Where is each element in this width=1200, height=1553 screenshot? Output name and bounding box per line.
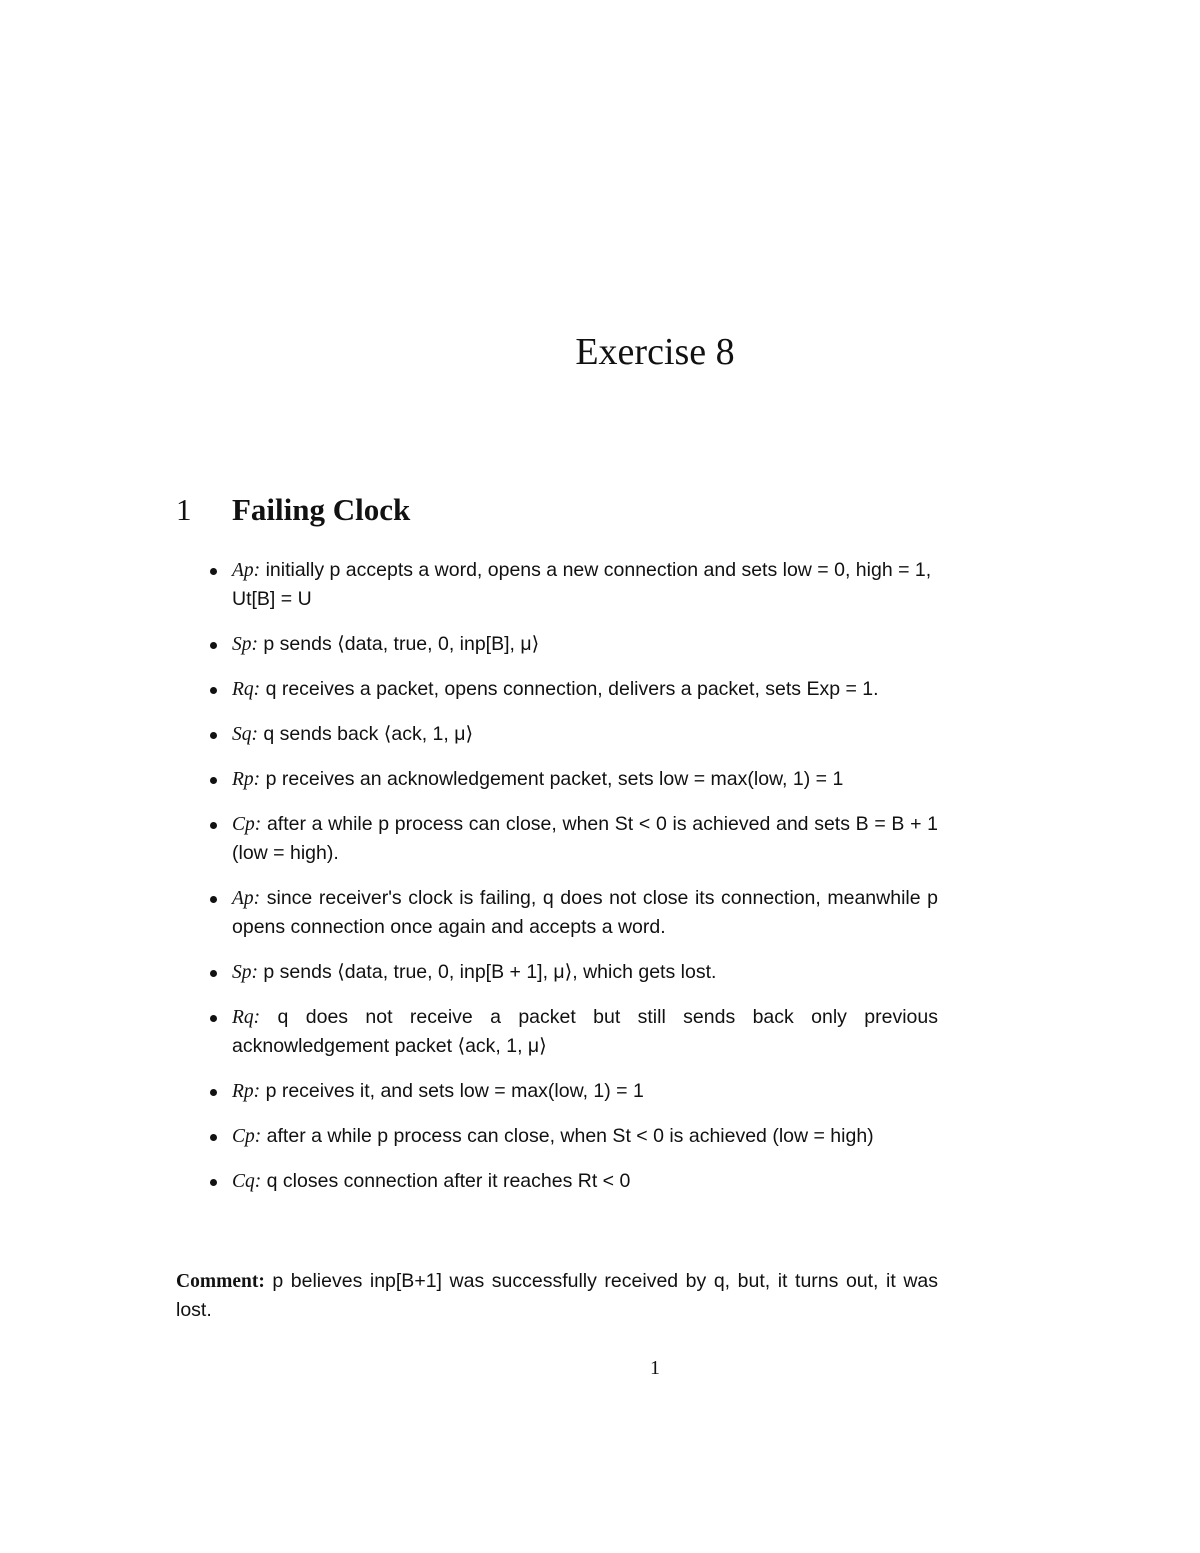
step-text: q receives a packet, opens connection, delivers a packet, sets Exp = 1.: [265, 678, 879, 700]
comment-label: Comment:: [176, 1271, 265, 1292]
list-item: [176, 720, 938, 749]
step-text: p receives it, and sets low = max(low, 1) = 1: [265, 1080, 644, 1102]
step-text: after a while p process can close, when St < 0 is achieved and sets B = B + 1 (low = high).: [232, 813, 938, 864]
step-text: initially p accepts a word, opens a new connection and sets low = 0, high = 1, Ut[B] = U: [232, 559, 932, 610]
page-title: Exercise 8: [575, 331, 735, 373]
step-text: p receives an acknowledgement packet, sets low = max(low, 1) = 1: [265, 768, 844, 790]
list-item: [176, 1167, 938, 1196]
list-item: [176, 630, 938, 659]
step-list: [176, 556, 938, 1212]
step-text: p sends ⟨data, true, 0, inp[B + 1], μ⟩, which gets lost.: [263, 961, 717, 983]
list-item: [176, 1077, 938, 1106]
comment-text: p believes inp[B+1] was successfully received by q, but, it turns out, it was lost.: [176, 1270, 938, 1321]
step-tag: Rp:: [232, 1081, 261, 1102]
comment-paragraph: [176, 1267, 938, 1325]
step-text: q closes connection after it reaches Rt < 0: [266, 1170, 631, 1192]
step-tag: Rp:: [232, 769, 261, 790]
list-item: [176, 810, 938, 868]
section-heading: [176, 492, 410, 528]
section-number: 1: [176, 492, 192, 527]
step-tag: Sp:: [232, 634, 258, 655]
step-text: q sends back ⟨ack, 1, μ⟩: [263, 723, 474, 745]
list-item: [176, 675, 938, 704]
step-text: since receiver's clock is failing, q does not close its connection, meanwhile p opens connection once again and accepts a word.: [232, 887, 939, 938]
list-item: [176, 1003, 938, 1061]
step-tag: Cp:: [232, 1126, 262, 1147]
list-item: [176, 1122, 938, 1151]
step-tag: Cq:: [232, 1171, 262, 1192]
section-title: Failing Clock: [232, 492, 411, 527]
step-tag: Sq:: [232, 724, 258, 745]
list-item: [176, 765, 938, 794]
step-tag: Sp:: [232, 962, 258, 983]
list-item: [176, 556, 938, 614]
step-tag: Rq:: [232, 679, 261, 700]
step-tag: Ap:: [232, 888, 261, 909]
list-item: [176, 958, 938, 987]
step-text: p sends ⟨data, true, 0, inp[B], μ⟩: [263, 633, 540, 655]
step-text: q does not receive a packet but still sends back only previous acknowledgement packet ⟨ack, 1, μ⟩: [232, 1006, 938, 1057]
list-item: [176, 884, 938, 942]
page-number: 1: [650, 1357, 660, 1379]
step-tag: Rq:: [232, 1007, 261, 1028]
step-tag: Cp:: [232, 814, 262, 835]
step-tag: Ap:: [232, 560, 261, 581]
step-text: after a while p process can close, when St < 0 is achieved (low = high): [266, 1125, 874, 1147]
